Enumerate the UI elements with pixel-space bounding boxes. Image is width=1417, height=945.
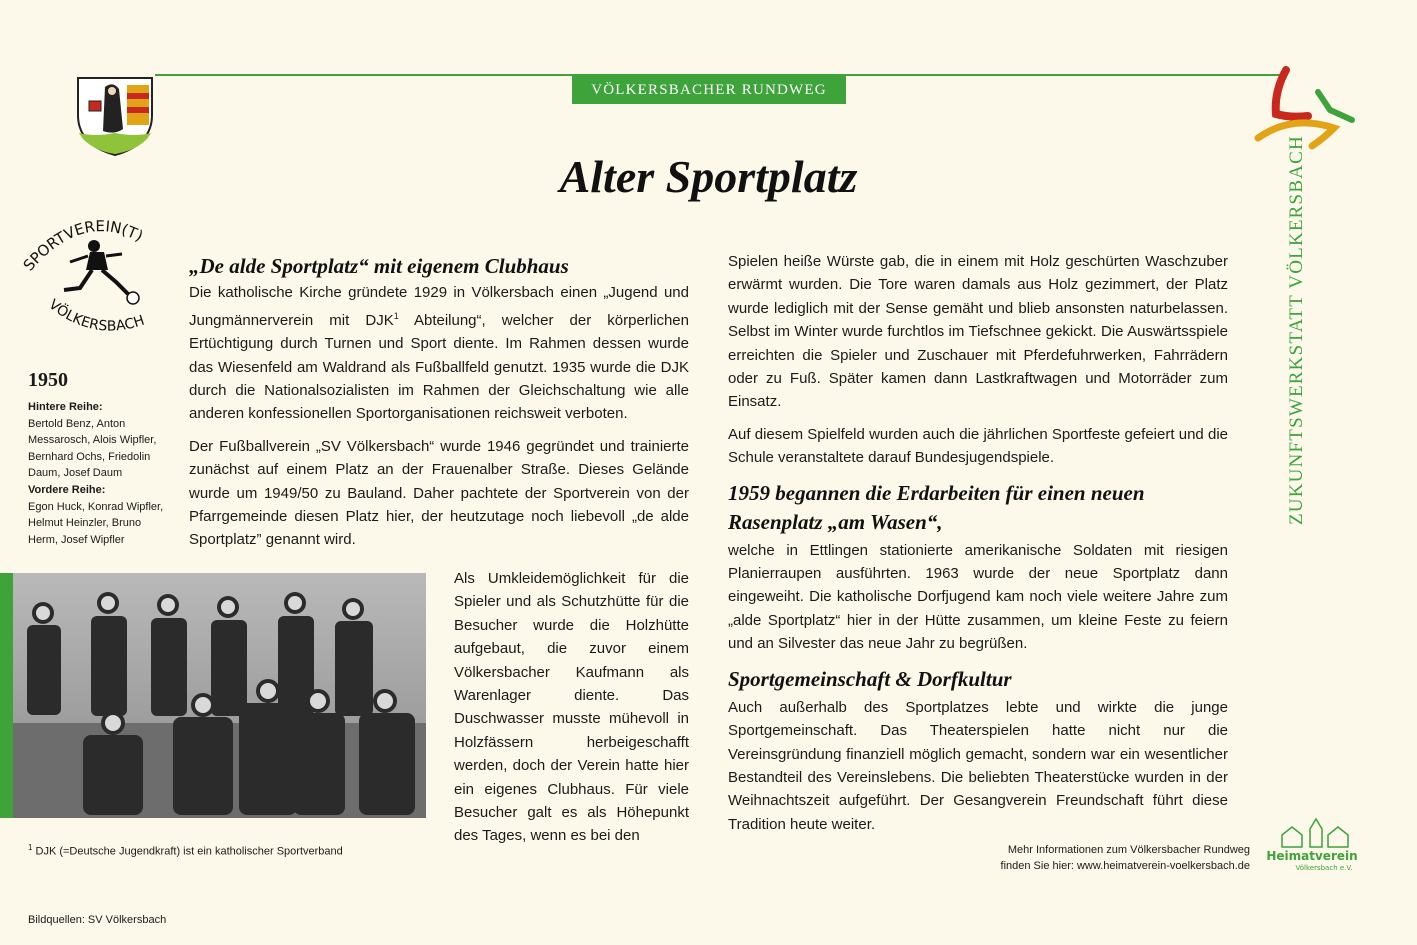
caption-front-label: Vordere Reihe:	[28, 483, 106, 496]
paragraph: welche in Ettlingen stationierte amerikanische Soldaten mit riesigen Planierraupen ausführten. 1963 wurde der neue Sportplatz dann eingeweiht. Die katholische Dorfjugend kam noch viele weitere Jahre zum „alde Sportplatz“ hier in der Hütte zusammen, um kleine Feste zu feiern und an Silvester das neue Jahr zu begrüßen.	[728, 541, 1228, 653]
team-photo-1950	[13, 573, 426, 818]
more-info-url: finden Sie hier: www.heimatverein-voelkersbach.de	[1000, 860, 1250, 872]
sv-football-logo	[20, 210, 170, 340]
svg-text:VÖLKERSBACH: VÖLKERSBACH	[45, 296, 147, 335]
route-banner: VÖLKERSBACHER RUNDWEG	[572, 76, 846, 104]
section-heading: Sportgemeinschaft & Dorfkultur	[728, 666, 1012, 691]
side-vertical-text: ZUKUNFTSWERKSTATT VÖLKERSBACH	[1286, 135, 1307, 525]
section-heading: „De alde Sportplatz“ mit eigenem Clubhaus	[189, 254, 569, 278]
footnote: $^1$ DJK (=Deutsche Jugendkraft) ist ein katholischer Sportverband	[28, 843, 343, 858]
section-clubhaus-continued	[454, 567, 689, 857]
caption-front-names: Egon Huck, Konrad Wipfler, Helmut Heinzler, Bruno Herm, Josef Wipfler	[28, 500, 164, 546]
paragraph: Auch außerhalb des Sportplatzes lebte und wirkte die junge Sportgemeinschaft. Das Theaterspielen hatte nicht nur die Vereinsgründung finanziell möglich gemacht, sondern war ein wesentlicher Bestandteil des Vereinslebens. Die beliebten Theaterstücke wurden in der Weihnachtszeit aufgeführt. Der Gesangverein Freundschaft führt diese Tradition heute weiter.	[728, 698, 1228, 833]
paragraph: Als Umkleidemöglichkeit für die Spieler und als Schutzhütte für die Besucher wurde die Holzhütte aufgebaut, die zuvor einem Völkersbacher Kaufmann als Warenlager diente. Das Duschwasser musste mühevoll in Holzfässern herbeigeschafft werden, doch der Verein hatte hier ein eigenes Clubhaus. Für viele Besucher galt es als Höhepunkt des Tages, wenn es bei den	[454, 570, 689, 845]
section-heading: 1959 begannen die Erdarbeiten für einen neuen Rasenplatz „am Wasen“,	[728, 480, 1145, 534]
more-info-text	[1001, 842, 1250, 874]
image-credits: Bildquellen: SV Völkersbach	[28, 914, 167, 926]
photo-accent-bar	[0, 573, 13, 818]
paragraph: Auf diesem Spielfeld wurden auch die jährlichen Sportfeste gefeiert und die Schule veranstaltete darauf Bundesjugendspiele.	[728, 425, 1228, 467]
caption-back-label: Hintere Reihe:	[28, 401, 103, 413]
more-info-line: Mehr Informationen zum Völkersbacher Rundweg	[1007, 844, 1250, 856]
paragraph: Die katholische Kirche gründete 1929 in Völkersbach einen „Jugend und Jungmännerverein mit DJK$^1$ Abteilung“, welcher der körperlichen Ertüchtigung durch Turnen und Sport diente. Im Rahmen dessen wurde das Wiesenfeld am Waldrand als Fußballfeld genutzt. 1935 wurde die DJK durch die Nationalsozialisten im Rahmen der Gleichschaltung wie alle anderen konfessionellen Sportorganisationen reichsweit verboten.	[189, 284, 689, 423]
svg-text:Völkersbach e.V.: Völkersbach e.V.	[1295, 864, 1353, 872]
svg-text:Heimatverein: Heimatverein	[1266, 849, 1358, 863]
paragraph: Der Fußballverein „SV Völkersbach“ wurde 1946 gegründet und trainierte zunächst auf einem Platz an der Frauenalber Straße. Dieses Gelände wurde um 1949/50 zu Bauland. Daher pachtete der Sportverein von der Pfarrgemeinde diesen Platz hier, der heutzutage noch liebevoll „de alde Sportplatz” genannt wird.	[189, 437, 689, 549]
heimatverein-logo	[1262, 815, 1362, 873]
section-right-column	[728, 250, 1228, 845]
svg-text:SPORTVEREIN(T): SPORTVEREIN(T)	[20, 217, 146, 275]
coat-of-arms-icon	[75, 75, 155, 157]
photo-caption	[28, 367, 168, 548]
page-title: Alter Sportplatz	[559, 151, 858, 202]
section-clubhaus	[189, 255, 689, 561]
caption-back-names: Bertold Benz, Anton Messarosch, Alois Wipfler, Bernhard Ochs, Friedolin Daum, Josef Daum	[28, 417, 157, 480]
paragraph: Spielen heiße Würste gab, die in einem mit Holz geschürten Waschzuber erwärmt wurden. Die Tore waren damals aus Holz gezimmert, der Platz wurde lediglich mit der Sense gemäht und blieb ansonsten naturbelassen. Selbst im Winter wurde furchtlos im Tiefschnee gekickt. Die Auswärtsspiele erreichten die Spieler und Zuschauer mit Pferdefuhrwerken, Fahrrädern oder zu Fuß. Später kamen dann Lastkraftwagen und Motorräder zum Einsatz.	[728, 253, 1228, 411]
caption-year: 1950	[28, 369, 68, 391]
